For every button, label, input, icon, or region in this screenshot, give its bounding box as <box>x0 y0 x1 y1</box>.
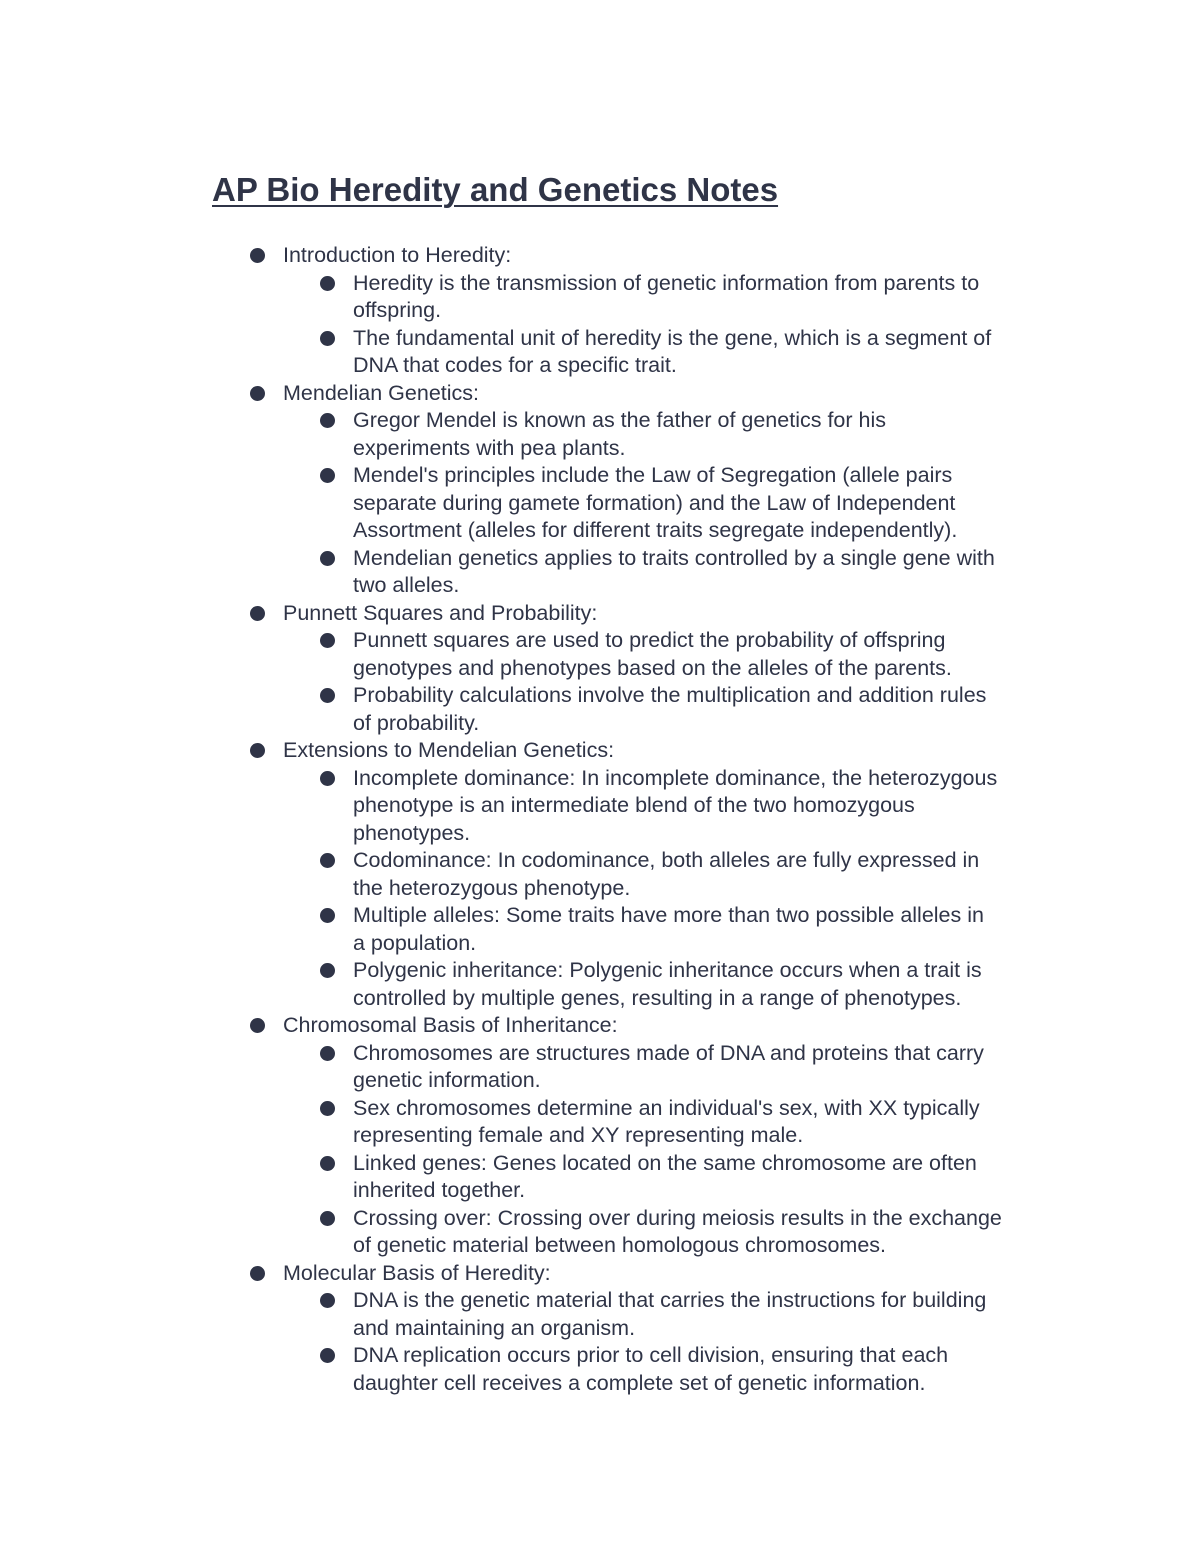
bullet-icon <box>250 1018 265 1033</box>
list-item-line: Incomplete dominance: In incomplete dominance, the heterozygous <box>353 765 998 790</box>
list-item <box>0 1342 1093 1397</box>
bullet-icon <box>320 276 335 291</box>
list-item-line: DNA is the genetic material that carries the instructions for building <box>353 1288 987 1312</box>
sub-list <box>0 270 1200 380</box>
list-item-line: Mendel's principles include the Law of Segregation (allele pairs <box>353 463 953 487</box>
bullet-icon <box>320 331 335 346</box>
list-item-line: DNA replication occurs prior to cell division, ensuring that each <box>353 1343 949 1367</box>
list-item <box>0 847 1093 902</box>
list-item <box>0 957 1093 1012</box>
bullet-icon <box>320 468 335 483</box>
list-item <box>0 765 1093 848</box>
bullet-icon <box>320 413 335 428</box>
list-item <box>0 545 1093 600</box>
list-item <box>0 902 1093 957</box>
bullet-icon <box>320 908 335 923</box>
bullet-icon <box>320 853 335 868</box>
bullet-icon <box>320 1101 335 1116</box>
outline-section <box>0 380 1200 600</box>
list-item-line: separate during gamete formation) and the Law of Independent <box>353 490 956 515</box>
bullet-icon <box>250 386 265 401</box>
section-heading <box>0 737 1200 765</box>
bullet-icon <box>320 1046 335 1061</box>
sub-list <box>0 407 1200 600</box>
outline-section <box>0 242 1200 380</box>
list-item-line: Chromosomes are structures made of DNA and proteins that carry <box>353 1040 984 1065</box>
list-item-line: of genetic material between homologous chromosomes. <box>353 1233 887 1257</box>
section-heading-text: Chromosomal Basis of Inheritance: <box>283 1013 618 1037</box>
list-item-line: of probability. <box>353 710 480 735</box>
list-item-line: representing female and XY representing male. <box>353 1123 804 1147</box>
list-item-line: phenotypes. <box>353 820 471 845</box>
list-item <box>0 1040 1093 1095</box>
list-item-line: controlled by multiple genes, resulting in a range of phenotypes. <box>353 985 962 1010</box>
list-item <box>0 1205 1093 1260</box>
list-item-line: genetic information. <box>353 1068 541 1092</box>
section-heading <box>0 1260 1200 1288</box>
list-item <box>0 325 1093 380</box>
list-item <box>0 682 1093 737</box>
sub-list <box>0 765 1200 1013</box>
list-item-line: genotypes and phenotypes based on the alleles of the parents. <box>353 655 952 680</box>
list-item-line: Linked genes: Genes located on the same chromosome are often <box>353 1150 977 1175</box>
list-item-line: and maintaining an organism. <box>353 1315 636 1340</box>
list-item-line: Mendelian genetics applies to traits controlled by a single gene with <box>353 545 995 570</box>
bullet-icon <box>250 248 265 263</box>
section-heading-text: Mendelian Genetics: <box>283 380 479 405</box>
bullet-icon <box>320 633 335 648</box>
list-item <box>0 407 1093 462</box>
list-item-line: Gregor Mendel is known as the father of genetics for his <box>353 408 886 432</box>
section-heading <box>0 380 1200 408</box>
list-item-line: Sex chromosomes determine an individual's sex, with XX typically <box>353 1095 980 1120</box>
section-heading-text: Extensions to Mendelian Genetics: <box>283 738 615 762</box>
list-item-line: a population. <box>353 930 477 955</box>
outline-section <box>0 1260 1200 1398</box>
section-heading <box>0 600 1200 628</box>
list-item-line: experiments with pea plants. <box>353 435 626 460</box>
section-heading <box>0 1012 1200 1040</box>
section-heading-text: Introduction to Heredity: <box>283 243 512 267</box>
bullet-icon <box>320 1348 335 1363</box>
bullet-icon <box>320 963 335 978</box>
list-item-line: Probability calculations involve the multiplication and addition rules <box>353 683 987 707</box>
section-heading-text: Punnett Squares and Probability: <box>283 600 598 625</box>
outline-section <box>0 737 1200 1012</box>
list-item-line: two alleles. <box>353 573 460 597</box>
bullet-icon <box>320 1293 335 1308</box>
list-item-line: Codominance: In codominance, both alleles are fully expressed in <box>353 848 980 872</box>
sub-list <box>0 1040 1200 1260</box>
list-item-line: inherited together. <box>353 1178 526 1202</box>
list-item <box>0 1150 1093 1205</box>
list-item <box>0 270 1093 325</box>
sub-list <box>0 627 1200 737</box>
bullet-icon <box>320 1156 335 1171</box>
document-title: AP Bio Heredity and Genetics Notes <box>212 171 779 208</box>
section-heading <box>0 242 1200 270</box>
sub-list <box>0 1287 1200 1397</box>
list-item-line: Crossing over: Crossing over during meiosis results in the exchange <box>353 1205 1002 1230</box>
list-item-line: Assortment (alleles for different traits segregate independently). <box>353 518 958 542</box>
list-item-line: Heredity is the transmission of genetic information from parents to <box>353 270 980 295</box>
bullet-icon <box>320 1211 335 1226</box>
list-item-line: Punnett squares are used to predict the probability of offspring <box>353 628 946 652</box>
outline-section <box>0 1012 1200 1260</box>
list-item-line: phenotype is an intermediate blend of the two homozygous <box>353 793 915 817</box>
list-item-line: DNA that codes for a specific trait. <box>353 353 677 377</box>
bullet-icon <box>320 771 335 786</box>
list-item-line: the heterozygous phenotype. <box>353 875 631 900</box>
notes-outline <box>0 242 1200 1397</box>
list-item-line: daughter cell receives a complete set of genetic information. <box>353 1370 926 1395</box>
list-item-line: Multiple alleles: Some traits have more than two possible alleles in <box>353 903 984 927</box>
section-heading-text: Molecular Basis of Heredity: <box>283 1260 551 1285</box>
outline-section <box>0 600 1200 738</box>
list-item-line: offspring. <box>353 298 442 322</box>
list-item-line: The fundamental unit of heredity is the gene, which is a segment of <box>353 325 992 350</box>
bullet-icon <box>250 1266 265 1281</box>
list-item <box>0 1095 1093 1150</box>
list-item <box>0 1287 1093 1342</box>
list-item <box>0 462 1093 545</box>
bullet-icon <box>250 606 265 621</box>
list-item-line: Polygenic inheritance: Polygenic inheritance occurs when a trait is <box>353 958 982 982</box>
bullet-icon <box>320 551 335 566</box>
list-item <box>0 627 1093 682</box>
bullet-icon <box>320 688 335 703</box>
bullet-icon <box>250 743 265 758</box>
